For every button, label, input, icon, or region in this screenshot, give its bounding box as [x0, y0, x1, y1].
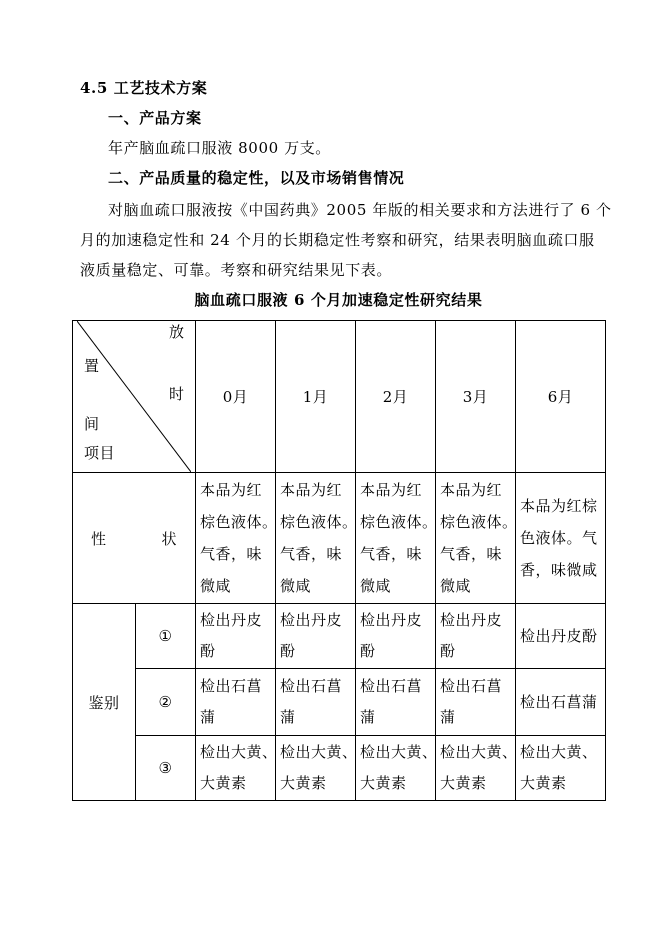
product-plan-heading: 一、产品方案 — [108, 109, 202, 127]
cell-text: 检出石菖 蒲 — [280, 677, 343, 726]
column-header-3: 3月 — [436, 321, 516, 473]
cell-text: 检出大黄、 大黄素 — [520, 743, 598, 792]
table-cell — [436, 604, 516, 669]
table-cell — [436, 669, 516, 736]
table-row-appearance — [73, 473, 606, 604]
corner-header — [77, 321, 191, 472]
column-header-0: 0月 — [196, 321, 276, 473]
table-header-row — [73, 321, 606, 473]
section-heading: 4.5 工艺技术方案 — [80, 79, 208, 97]
cell-text: 检出丹皮 酚 — [440, 611, 503, 660]
cell-text: 本品为红 棕色液体。 气香，味 微咸 — [280, 481, 358, 595]
table-cell — [276, 604, 356, 669]
table-cell — [356, 604, 436, 669]
paragraph-line: 对脑血疏口服液按《中国药典》2005 年版的相关要求和方法进行了 6 个 — [108, 201, 612, 219]
table-cell — [436, 473, 516, 604]
cell-text: 本品为红 棕色液体。 气香，味 微咸 — [360, 481, 438, 595]
table-cell — [516, 473, 606, 604]
cell-text: 本品为红 棕色液体。 气香，味 微咸 — [440, 481, 518, 595]
appearance-label-right: 状 — [161, 529, 177, 548]
table-cell — [196, 604, 276, 669]
cell-text: 检出丹皮 酚 — [280, 611, 343, 660]
quality-heading: 二、产品质量的稳定性，以及市场销售情况 — [108, 169, 405, 187]
column-header-1: 1月 — [276, 321, 356, 473]
cell-text: 检出大黄、 大黄素 — [440, 743, 518, 792]
cell-text: 检出大黄、 大黄素 — [360, 743, 438, 792]
ident-marker-1: ① — [136, 604, 196, 669]
corner-cell — [73, 321, 196, 473]
table-cell — [196, 736, 276, 801]
ident-marker-2: ② — [136, 669, 196, 736]
table-cell — [516, 736, 606, 801]
cell-text: 检出大黄、 大黄素 — [280, 743, 358, 792]
corner-label-shi: 时 — [169, 385, 185, 403]
table-cell — [196, 473, 276, 604]
table-row-ident-1 — [73, 604, 606, 669]
corner-label-jian: 间 — [84, 415, 100, 433]
column-header-6: 6月 — [516, 321, 606, 473]
cell-text: 检出石菖 蒲 — [440, 677, 503, 726]
cell-text: 检出石菖蒲 — [520, 692, 598, 711]
corner-label-fang: 放 — [169, 323, 185, 341]
table-cell — [516, 669, 606, 736]
cell-text: 检出丹皮 酚 — [200, 611, 263, 660]
appearance-label-left: 性 — [91, 529, 107, 548]
table-cell — [436, 736, 516, 801]
table-row-ident-2 — [73, 669, 606, 736]
table-cell — [276, 473, 356, 604]
table-title: 脑血疏口服液 6 个月加速稳定性研究结果 — [194, 291, 483, 309]
paragraph-line: 液质量稳定、可靠。考察和研究结果见下表。 — [80, 261, 393, 279]
stability-table — [72, 320, 606, 801]
table-cell — [276, 669, 356, 736]
table-cell — [516, 604, 606, 669]
table-cell — [276, 736, 356, 801]
cell-text: 本品为红 棕色液体。 气香，味 微咸 — [200, 481, 278, 595]
table-row-ident-3 — [73, 736, 606, 801]
cell-text: 检出大黄、 大黄素 — [200, 743, 278, 792]
table-cell — [356, 669, 436, 736]
corner-label-zhi: 置 — [84, 357, 100, 375]
cell-text: 本品为红棕 色液体。气 香，味微咸 — [520, 497, 598, 579]
product-plan-text: 年产脑血疏口服液 8000 万支。 — [108, 139, 331, 157]
table-cell — [196, 669, 276, 736]
table-cell — [356, 736, 436, 801]
ident-marker-3: ③ — [136, 736, 196, 801]
cell-text: 检出石菖 蒲 — [200, 677, 263, 726]
identification-label: 鉴别 — [73, 604, 136, 801]
corner-label-item: 项目 — [84, 444, 116, 462]
table-cell — [356, 473, 436, 604]
column-header-2: 2月 — [356, 321, 436, 473]
paragraph-line: 月的加速稳定性和 24 个月的长期稳定性考察和研究，结果表明脑血疏口服 — [80, 231, 595, 249]
cell-text: 检出丹皮酚 — [520, 626, 598, 645]
cell-text: 检出石菖 蒲 — [360, 677, 423, 726]
cell-text: 检出丹皮 酚 — [360, 611, 423, 660]
appearance-label-cell — [73, 473, 196, 604]
